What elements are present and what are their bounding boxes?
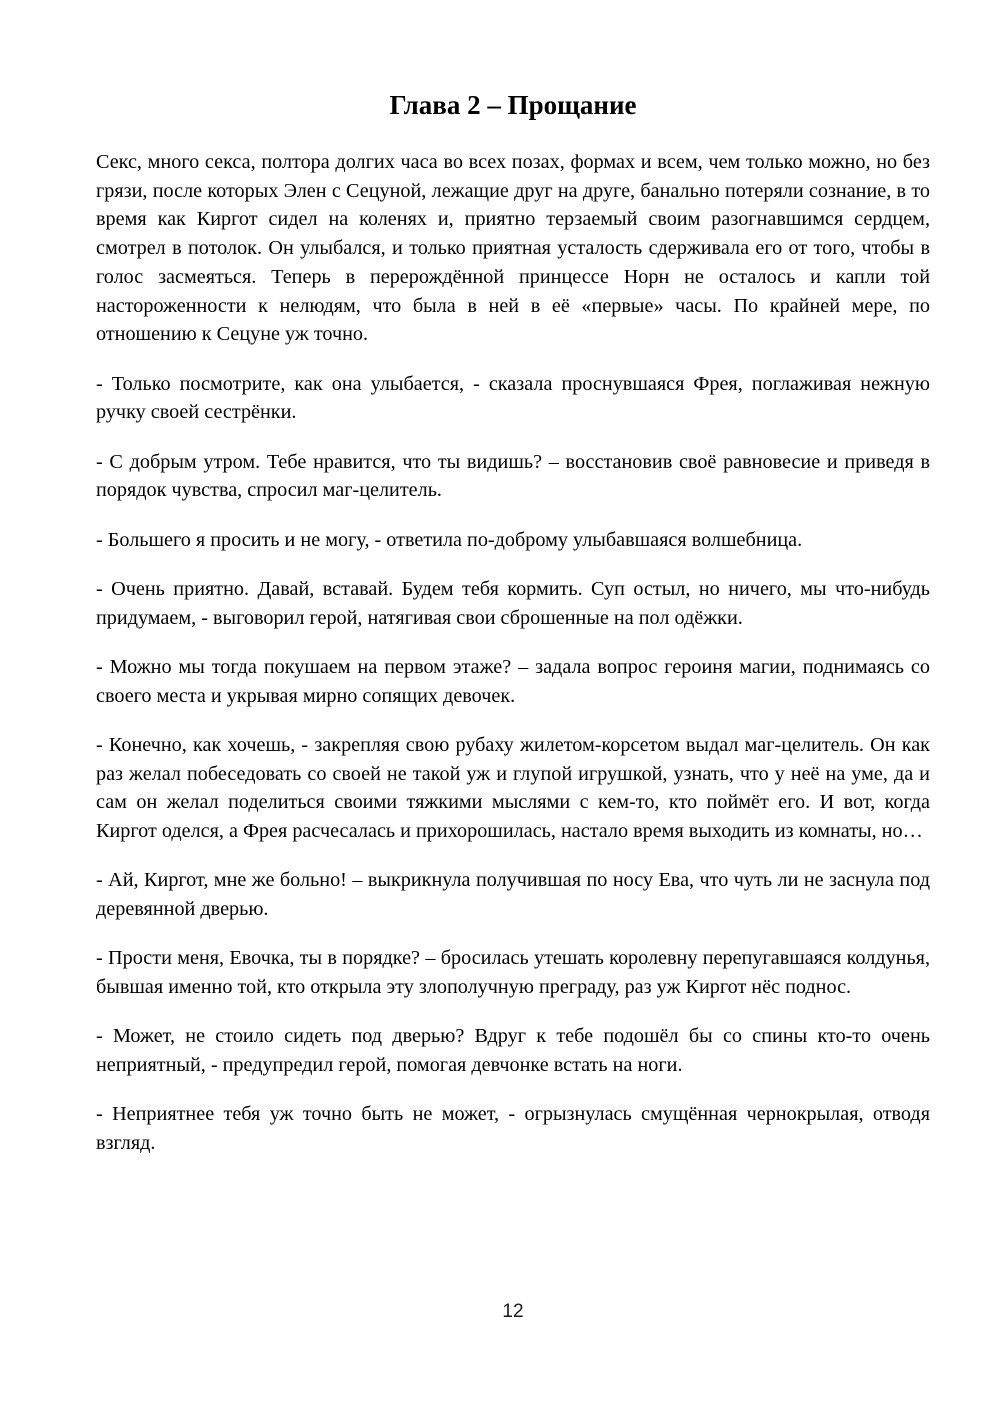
paragraph: - С добрым утром. Тебе нравится, что ты видишь? – восстановив своё равновесие и приведя в порядок чувства, спросил маг-целитель. <box>96 450 930 502</box>
chapter-body <box>96 148 930 1158</box>
paragraph: - Большего я просить и не могу, - ответила по-доброму улыбавшаяся волшебница. <box>96 528 803 551</box>
paragraph: - Прости меня, Евочка, ты в порядке? – бросилась утешать королевну перепугавшаяся колдунья, бывшая именно той, кто открыла эту злополучную преграду, раз уж Киргот нёс поднос. <box>96 947 930 998</box>
paragraph: Секс, много секса, полтора долгих часа во всех позах, формах и всем, чем только можно, но без грязи, после которых Элен с Сецуной, лежащие друг на друге, банально потеряли сознание, в то время как Киргот сидел на коленях и, приятно терзаемый своим разогнавшимся сердцем, смотрел в потолок. Он улыбался, и только приятная усталость сдерживала его от того, чтобы в голос засмеяться. Теперь в перерождённой принцессе Норн не осталось и капли той настороженности к нелюдям, что была в ней в её «первые» часы. По крайней мере, по отношению к Сецуне уж точно. <box>96 151 930 346</box>
paragraph: - Только посмотрите, как она улыбается, - сказала проснувшаяся Фрея, поглаживая нежную ручку своей сестрёнки. <box>96 372 930 424</box>
paragraph: - Может, не стоило сидеть под дверью? Вдруг к тебе подошёл бы со спины кто-то очень неприятный, - предупредил герой, помогая девчонке встать на ноги. <box>96 1025 930 1076</box>
paragraph: - Неприятнее тебя уж точно быть не может, - огрызнулась смущённая чернокрылая, отводя взгляд. <box>96 1103 930 1154</box>
paragraph: - Можно мы тогда покушаем на первом этаже? – задала вопрос героиня магии, поднимаясь со своего места и укрывая мирно сопящих девочек. <box>96 655 930 707</box>
text-block <box>96 89 930 1178</box>
paragraph: - Ай, Киргот, мне же больно! – выкрикнула получившая по носу Ева, что чуть ли не заснула под деревянной дверью. <box>96 869 930 920</box>
page-number: 12 <box>502 1301 524 1322</box>
chapter-title: Глава 2 – Прощание <box>389 90 637 120</box>
paragraph: - Конечно, как хочешь, - закрепляя свою рубаху жилетом-корсетом выдал маг-целитель. Он как раз желал побеседовать со своей не такой уж и глупой игрушкой, узнать, что у неё на уме, да и сам он желал поделиться своими тяжкими мыслями с кем-то, кто поймёт его. И вот, когда Киргот оделся, а Фрея расчесалась и прихорошилась, настало время выходить из комнаты, но… <box>96 733 930 842</box>
paragraph: - Очень приятно. Давай, вставай. Будем тебя кормить. Суп остыл, но ничего, мы что-нибудь придумаем, - выговорил герой, натягивая свои сброшенные на пол одёжки. <box>96 577 930 629</box>
